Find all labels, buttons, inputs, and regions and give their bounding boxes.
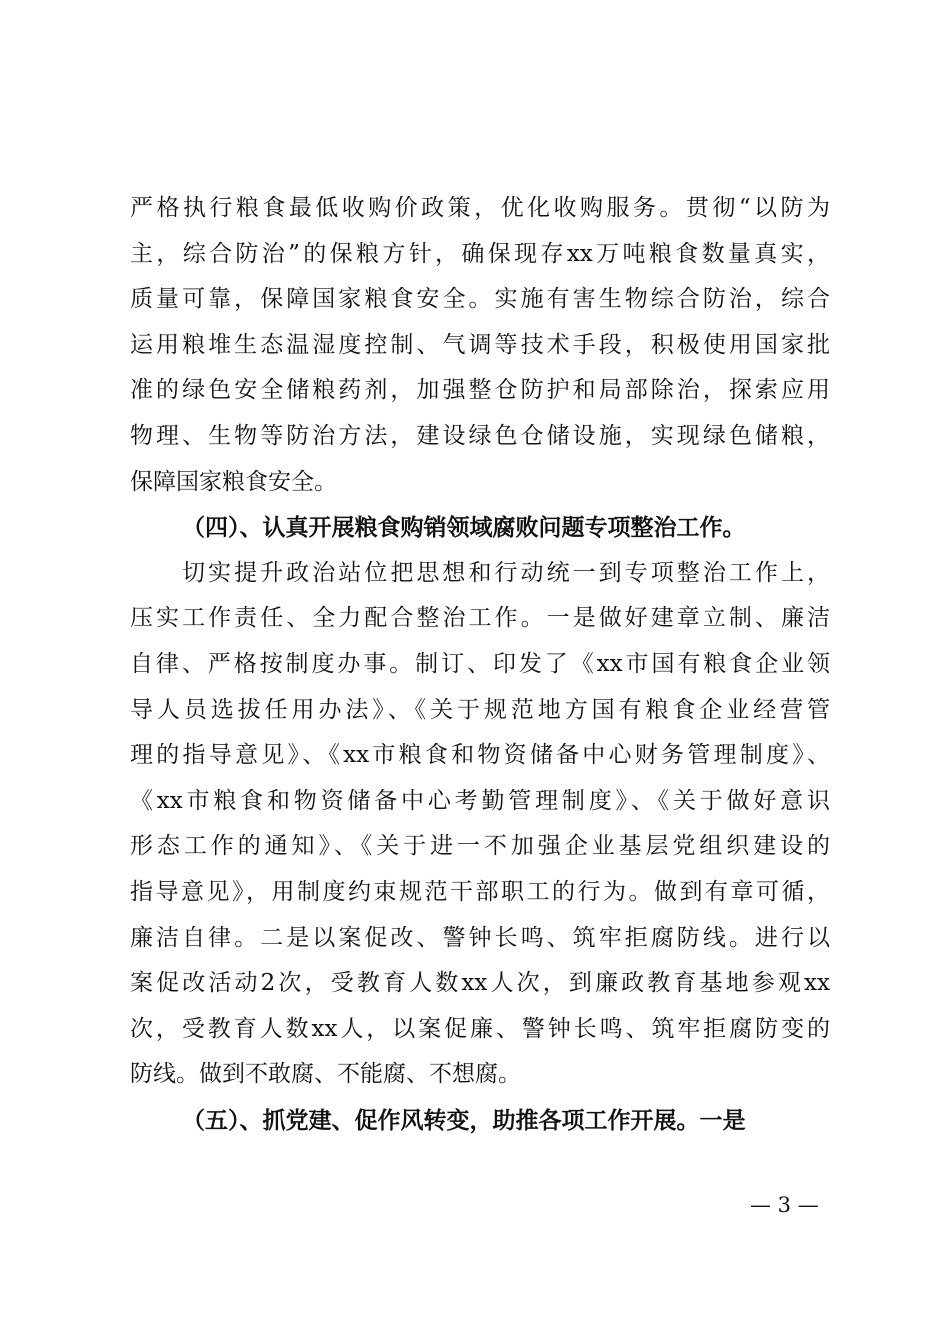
- text-line: 切实提升政治站位把思想和行动统一到专项整治工作上，: [182, 559, 830, 586]
- text-line: 严格执行粮食最低收购价政策，优化收购服务。贯彻“以防为: [130, 195, 830, 221]
- text-line: 质量可靠，保障国家粮食安全。实施有害生物综合防治，综合: [130, 286, 830, 313]
- text-line: 《xx市粮食和物资储备中心考勤管理制度》、《关于做好意识: [130, 787, 830, 814]
- text-line: 保障国家粮食安全。: [130, 468, 337, 495]
- text-line: 指导意见》，用制度约束规范干部职工的行为。做到有章可循，: [130, 878, 830, 905]
- text-line: 理的指导意见》、《xx市粮食和物资储备中心财务管理制度》、: [130, 742, 830, 769]
- text-line: 主，综合防治”的保粮方针，确保现存xx万吨粮食数量真实，: [130, 240, 830, 267]
- section-heading-4: （四）、认真开展粮食购销领域腐败问题专项整治工作。: [182, 514, 746, 542]
- text-line: 自律、严格按制度办事。制订、印发了《xx市国有粮食企业领: [130, 650, 830, 677]
- page-number: — 3 —: [750, 1193, 819, 1217]
- body-text: [130, 186, 830, 1143]
- text-line: 案促改活动2次，受教育人数xx人次，到廉政教育基地参观xx: [130, 970, 830, 997]
- text-line: 防线。做到不敢腐、不能腐、不想腐。: [130, 1061, 521, 1088]
- text-line: 物理、生物等防治方法，建设绿色仓储设施，实现绿色储粮，: [130, 422, 830, 449]
- text-line: 运用粮堆生态温湿度控制、气调等技术手段，积极使用国家批: [130, 331, 830, 358]
- text-line: 压实工作责任、全力配合整治工作。一是做好建章立制、廉洁: [130, 605, 830, 632]
- section-heading-5: （五）、抓党建、促作风转变，助推各项工作开展。一是: [182, 1106, 746, 1134]
- text-line: 准的绿色安全储粮药剂，加强整仓防护和局部除治，探索应用: [130, 377, 830, 404]
- text-line: 形态工作的通知》、《关于进一不加强企业基层党组织建设的: [130, 833, 830, 860]
- text-line: 廉洁自律。二是以案促改、警钟长鸣、筑牢拒腐防线。进行以: [130, 924, 830, 951]
- text-line: 导人员选拔任用办法》、《关于规范地方国有粮食企业经营管: [130, 696, 830, 723]
- text-line: 次，受教育人数xx人，以案促廉、警钟长鸣、筑牢拒腐防变的: [130, 1015, 830, 1042]
